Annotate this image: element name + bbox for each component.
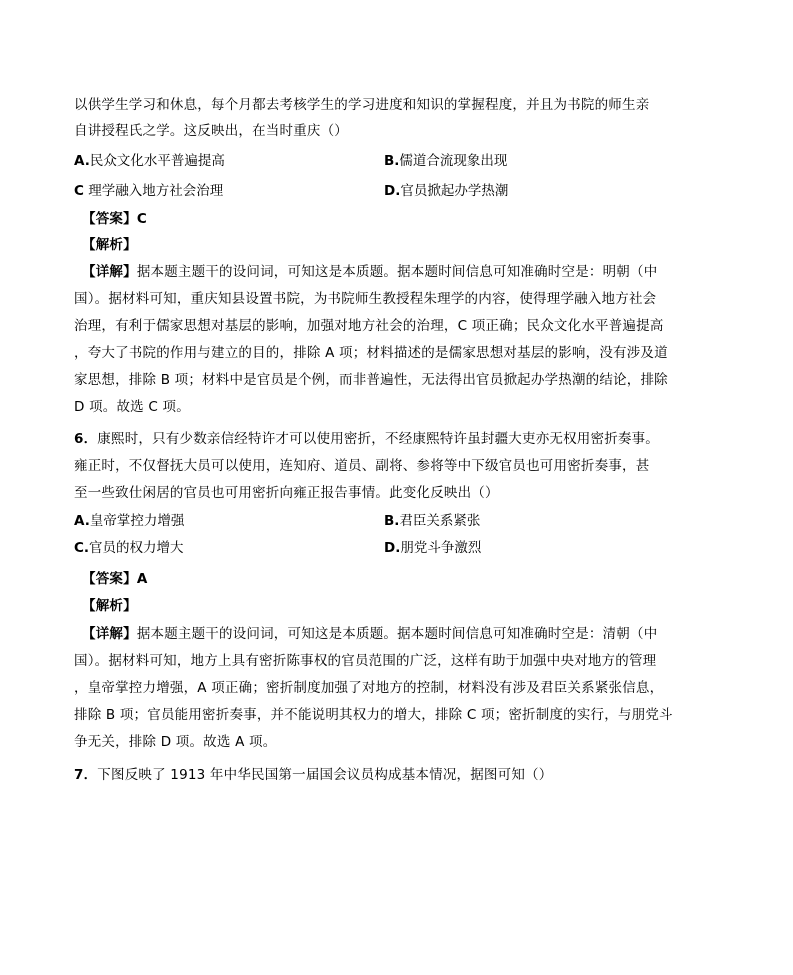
q5-answer: 【答案】C bbox=[82, 211, 147, 227]
q5-detail-line-1: 【详解】据本题主题干的设问词，可知这是本质题。据本题时间信息可知准确时空是：明朝（中 bbox=[82, 264, 658, 280]
q6-option-d: D.朋党斗争激烈 bbox=[384, 540, 482, 556]
q6-detail-line-2: 国）。据材料可知，地方上具有密折陈事权的官员范围的广泛，这样有助于加强中央对地方的管理 bbox=[74, 653, 657, 669]
q5-detail-line-6: D 项。故选 C 项。 bbox=[74, 399, 190, 415]
q5-option-c: C 理学融入地方社会治理 bbox=[74, 183, 224, 199]
q6-option-c: C.官员的权力增大 bbox=[74, 540, 184, 556]
q6-detail-line-4: 排除 B 项；官员能用密折奏事，并不能说明其权力的增大，排除 C 项；密折制度的实行，与朋党斗 bbox=[74, 707, 673, 723]
q5-stem-line-1: 以供学生学习和休息，每个月都去考核学生的学习进度和知识的掌握程度，并且为书院的师生亲 bbox=[74, 97, 650, 113]
q6-detail-line-5: 争无关，排除 D 项。故选 A 项。 bbox=[74, 734, 277, 750]
q6-analysis-label: 【解析】 bbox=[82, 598, 137, 614]
q5-detail-line-4: ，夸大了书院的作用与建立的目的，排除 A 项；材料描述的是儒家思想对基层的影响，没有涉及道 bbox=[74, 345, 668, 361]
q6-option-a: A.皇帝掌控力增强 bbox=[74, 513, 185, 529]
q5-detail-line-5: 家思想，排除 B 项；材料中是官员是个例，而非普遍性，无法得出官员掀起办学热潮的结论，排除 bbox=[74, 372, 668, 388]
q5-option-b: B.儒道合流现象出现 bbox=[384, 153, 508, 169]
q6-detail-line-1: 【详解】据本题主题干的设问词，可知这是本质题。据本题时间信息可知准确时空是：清朝（中 bbox=[82, 626, 658, 642]
q7-stem: 7．下图反映了 1913 年中华民国第一届国会议员构成基本情况，据图可知（） bbox=[74, 767, 553, 783]
q5-stem-line-2: 自讲授程氏之学。这反映出，在当时重庆（） bbox=[74, 123, 348, 139]
q5-detail-line-3: 治理，有利于儒家思想对基层的影响，加强对地方社会的治理，C 项正确；民众文化水平普遍提高 bbox=[74, 318, 664, 334]
q5-option-a: A.民众文化水平普遍提高 bbox=[74, 153, 225, 169]
q6-stem-line-3: 至一些致仕闲居的官员也可用密折向雍正报告事情。此变化反映出（） bbox=[74, 485, 499, 501]
q6-answer: 【答案】A bbox=[82, 571, 148, 587]
q5-analysis-label: 【解析】 bbox=[82, 237, 137, 253]
q5-option-d: D.官员掀起办学热潮 bbox=[384, 183, 509, 199]
q6-option-b: B.君臣关系紧张 bbox=[384, 513, 481, 529]
q5-detail-line-2: 国）。据材料可知，重庆知县设置书院，为书院师生教授程朱理学的内容，使得理学融入地方社会 bbox=[74, 291, 657, 307]
q6-detail-line-3: ，皇帝掌控力增强，A 项正确；密折制度加强了对地方的控制，材料没有涉及君臣关系紧张信息， bbox=[74, 680, 664, 696]
q6-stem-line-1: 6．康熙时，只有少数亲信经特许才可以使用密折，不经康熙特许虽封疆大吏亦无权用密折奏事。 bbox=[74, 431, 659, 447]
q6-stem-line-2: 雍正时，不仅督抚大员可以使用，连知府、道员、副将、参将等中下级官员也可用密折奏事，甚 bbox=[74, 458, 650, 474]
